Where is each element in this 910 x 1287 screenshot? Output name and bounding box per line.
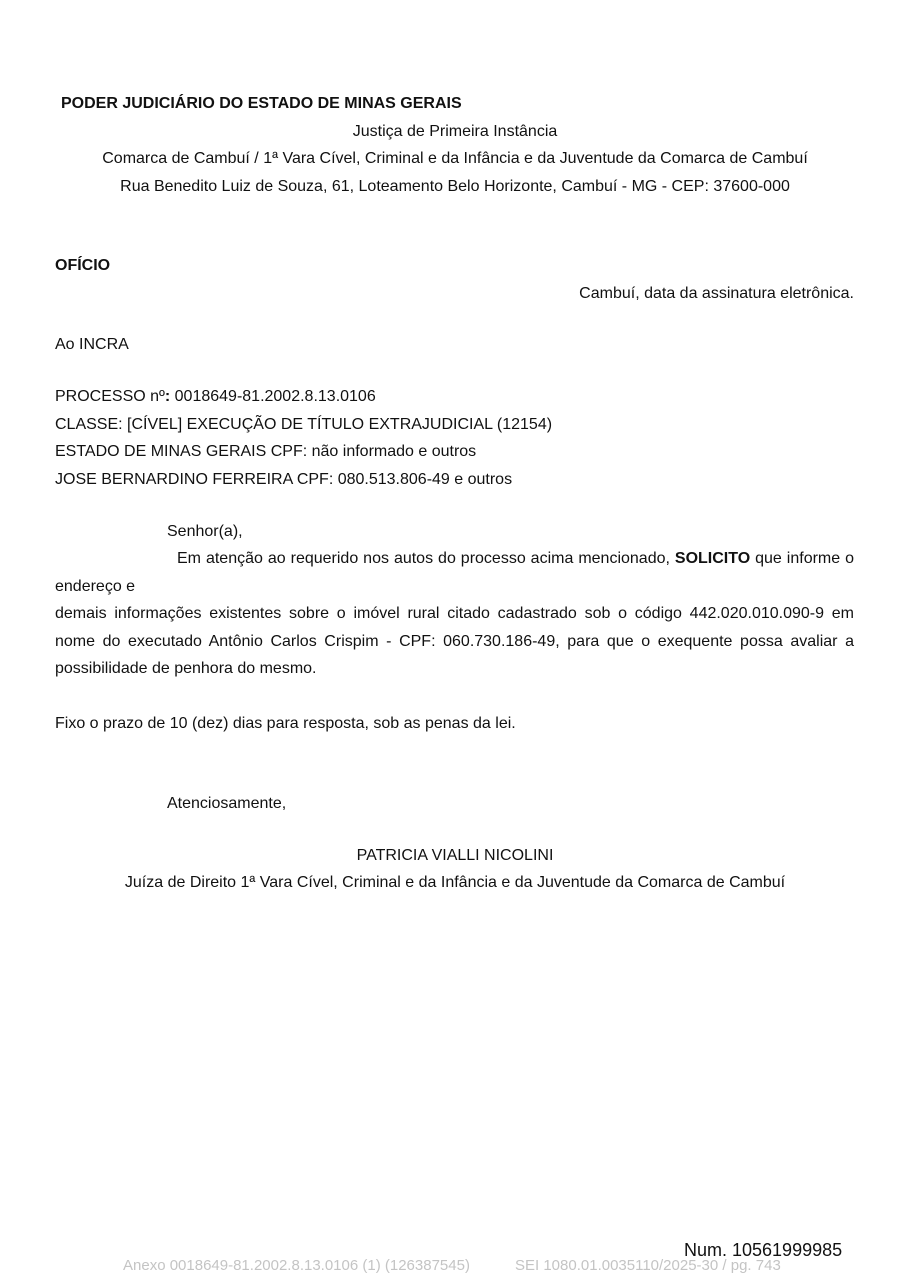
signer-title: Juíza de Direito 1ª Vara Cível, Criminal e da Infância e da Juventude da Comarca de Cambuí (124, 874, 786, 891)
document-type: OFÍCIO (55, 257, 111, 274)
request-paragraph-1 (55, 545, 854, 600)
recipient: Ao INCRA (55, 336, 129, 353)
salutation: Senhor(a), (167, 523, 243, 540)
document-number: Num. 10561999985 (684, 1240, 843, 1260)
signer-name: PATRICIA VIALLI NICOLINI (356, 847, 554, 864)
closing-line: Atenciosamente, (167, 795, 287, 812)
process-number: 0018649-81.2002.8.13.0106 (170, 388, 376, 405)
party-line-2: JOSE BERNARDINO FERREIRA CPF: 080.513.806-49 e outros (55, 471, 513, 488)
sei-stamp: SEI 1080.01.0035110/2025-30 / pg. 743 (515, 1257, 781, 1274)
instance-line: Justiça de Primeira Instância (352, 123, 558, 140)
annex-stamp: Anexo 0018649-81.2002.8.13.0106 (1) (126387545) (123, 1257, 470, 1274)
para1-start: Em atenção ao requerido nos autos do processo acima mencionado, (177, 550, 675, 567)
class-line: CLASSE: [CÍVEL] EXECUÇÃO DE TÍTULO EXTRAJUDICIAL (12154) (55, 416, 553, 433)
date-line: Cambuí, data da assinatura eletrônica. (579, 285, 854, 302)
address-line: Rua Benedito Luiz de Souza, 61, Loteamento Belo Horizonte, Cambuí - MG - CEP: 37600-000 (120, 178, 790, 195)
party-line-1: ESTADO DE MINAS GERAIS CPF: não informado e outros (55, 443, 477, 460)
deadline-line: Fixo o prazo de 10 (dez) dias para resposta, sob as penas da lei. (55, 715, 516, 732)
para1-end: que informe o endereço e (55, 550, 854, 595)
request-paragraph-2: demais informações existentes sobre o imóvel rural citado cadastrado sob o código 442.020.010.090-9 em nome do executado Antônio Carlos Crispim - CPF: 060.730.186-49, para que o exequente possa avaliar a possibilidade de penhora do mesmo. (55, 605, 854, 677)
comarca-line: Comarca de Cambuí / 1ª Vara Cível, Criminal e da Infância e da Juventude da Comarca de Cambuí (102, 150, 808, 167)
solicito-emphasis: SOLICITO (674, 550, 751, 567)
court-heading: PODER JUDICIÁRIO DO ESTADO DE MINAS GERAIS (61, 95, 462, 112)
process-colon: : (164, 388, 171, 405)
process-line (55, 387, 376, 407)
process-label: PROCESSO nº (55, 388, 165, 405)
